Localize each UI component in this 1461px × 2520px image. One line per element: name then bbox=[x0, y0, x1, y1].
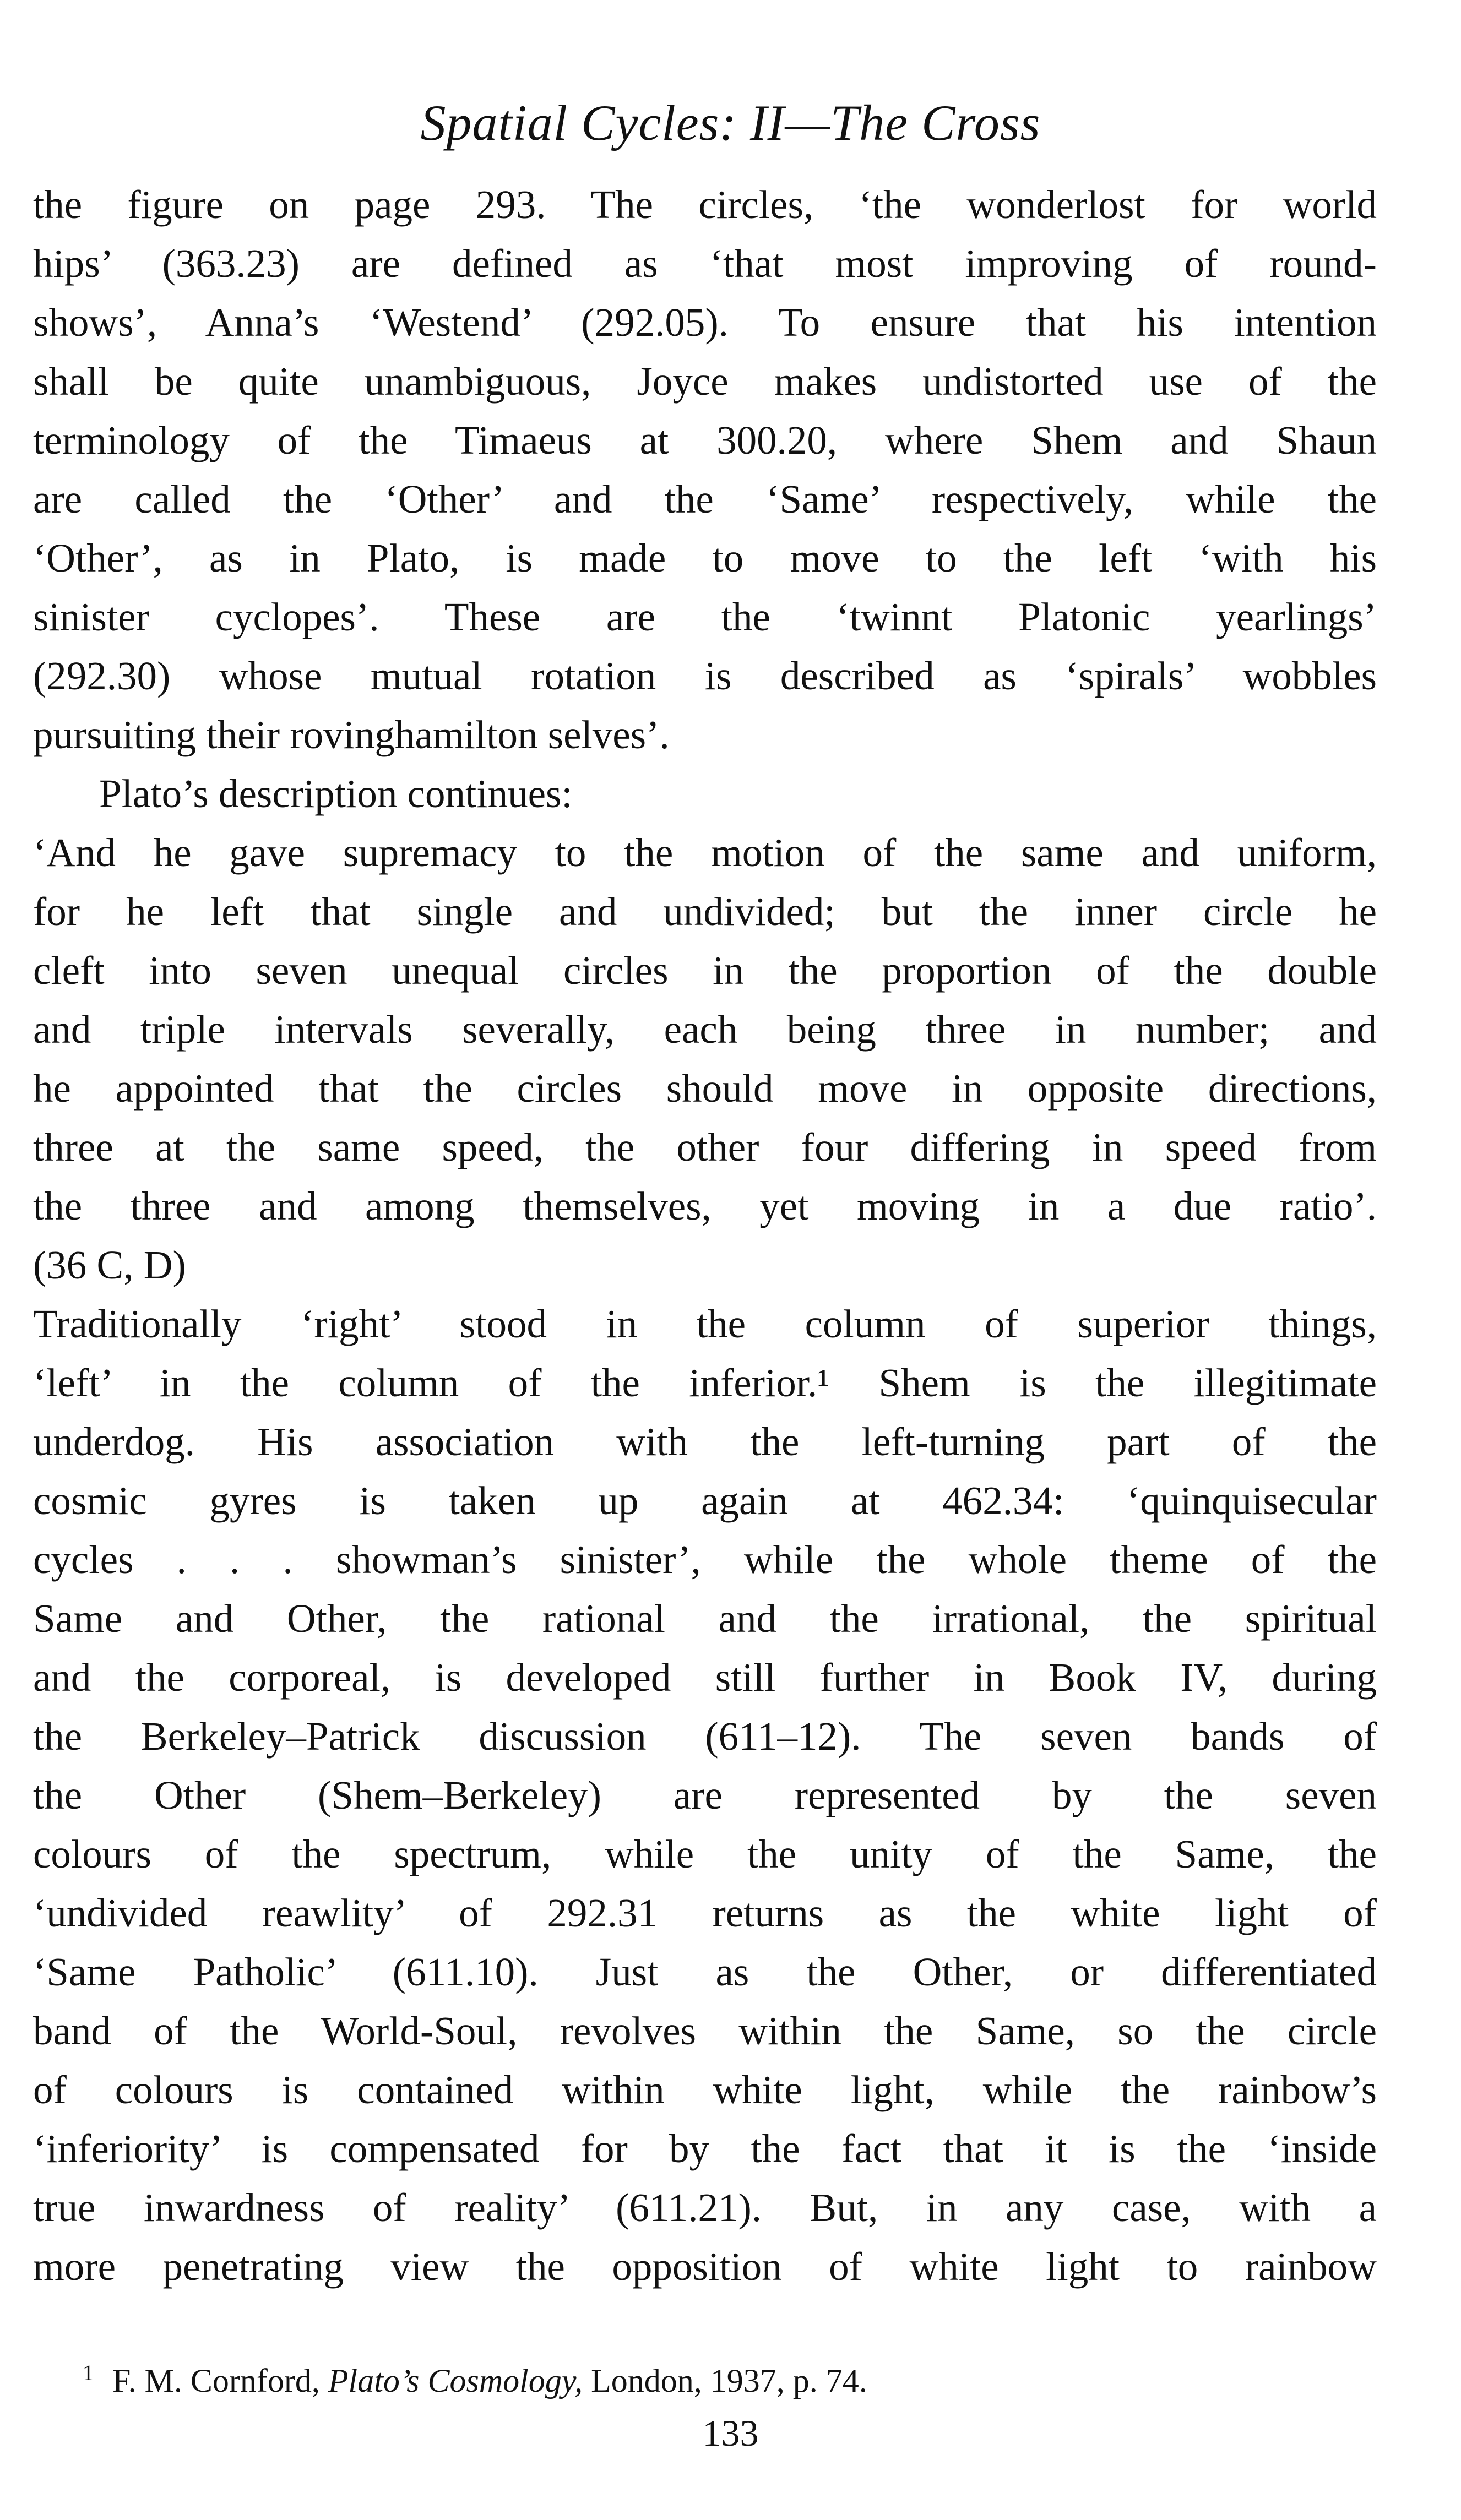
text-line: ‘left’ in the column of the inferior.¹ Shem is the illegitimate bbox=[33, 1360, 1377, 1405]
text-line: Plato’s description continues: bbox=[99, 771, 573, 816]
text-line: of colours is contained within white light, while the rainbow’s bbox=[33, 2067, 1377, 2112]
text-line: and triple intervals severally, each being three in number; and bbox=[33, 1007, 1377, 1052]
text-line: for he left that single and undivided; but the inner circle he bbox=[33, 889, 1377, 934]
text-line: ‘undivided reawlity’ of 292.31 returns as the white light of bbox=[33, 1891, 1377, 1935]
text-line: Same and Other, the rational and the irrational, the spiritual bbox=[33, 1596, 1377, 1641]
text-line: cycles . . . showman’s sinister’, while the whole theme of the bbox=[33, 1537, 1377, 1582]
text-line: underdog. His association with the left-turning part of the bbox=[33, 1419, 1377, 1464]
text-line: shows’, Anna’s ‘Westend’ (292.05). To ensure that his intention bbox=[33, 300, 1377, 345]
text-line: ‘And he gave supremacy to the motion of the same and uniform, bbox=[33, 830, 1377, 875]
text-line: band of the World-Soul, revolves within the Same, so the circle bbox=[33, 2009, 1377, 2053]
text-line: the Other (Shem–Berkeley) are represented by the seven bbox=[33, 1773, 1377, 1817]
text-line: ‘inferiority’ is compensated for by the fact that it is the ‘inside bbox=[33, 2126, 1377, 2171]
body-text bbox=[33, 175, 1377, 2296]
text-line: are called the ‘Other’ and the ‘Same’ respectively, while the bbox=[33, 477, 1377, 521]
text-line: the Berkeley–Patrick discussion (611–12). The seven bands of bbox=[33, 1714, 1377, 1759]
text-line: cosmic gyres is taken up again at 462.34: ‘quinquisecular bbox=[33, 1478, 1377, 1523]
text-line: pursuiting their rovinghamilton selves’. bbox=[33, 712, 670, 757]
text-line: and the corporeal, is developed still further in Book IV, during bbox=[33, 1655, 1377, 1700]
text-line: (292.30) whose mutual rotation is described as ‘spirals’ wobbles bbox=[33, 654, 1377, 698]
page-number: 133 bbox=[702, 2412, 759, 2454]
text-line: the figure on page 293. The circles, ‘the wonderlost for world bbox=[33, 182, 1377, 227]
footnote bbox=[83, 2351, 1349, 2403]
text-line: ‘Same Patholic’ (611.10). Just as the Other, or differentiated bbox=[33, 1950, 1377, 1994]
text-line: shall be quite unambiguous, Joyce makes undistorted use of the bbox=[33, 359, 1377, 404]
text-line: true inwardness of reality’ (611.21). But, in any case, with a bbox=[33, 2185, 1377, 2230]
text-line: ‘Other’, as in Plato, is made to move to the left ‘with his bbox=[33, 536, 1377, 580]
text-line: cleft into seven unequal circles in the proportion of the double bbox=[33, 948, 1377, 993]
text-line: three at the same speed, the other four differing in speed from bbox=[33, 1125, 1377, 1169]
text-line: (36 C, D) bbox=[33, 1243, 186, 1287]
footnote-title: Plato’s Cosmology, bbox=[328, 2363, 583, 2399]
text-line: the three and among themselves, yet moving in a due ratio’. bbox=[33, 1184, 1377, 1228]
text-line: hips’ (363.23) are defined as ‘that most improving of round- bbox=[33, 241, 1377, 286]
text-line: colours of the spectrum, while the unity of the Same, the bbox=[33, 1832, 1377, 1876]
text-line: terminology of the Timaeus at 300.20, where Shem and Shaun bbox=[33, 418, 1377, 462]
text-line: he appointed that the circles should move in opposite directions, bbox=[33, 1066, 1377, 1111]
footnote-author: F. M. Cornford, bbox=[112, 2363, 320, 2399]
running-head: Spatial Cycles: II—The Cross bbox=[420, 95, 1041, 151]
footnote-marker: 1 bbox=[83, 2360, 94, 2385]
text-line: sinister cyclopes’. These are the ‘twinnt Platonic yearlings’ bbox=[33, 595, 1377, 639]
footnote-rest: London, 1937, p. 74. bbox=[591, 2363, 867, 2399]
text-line: Traditionally ‘right’ stood in the column of superior things, bbox=[33, 1302, 1377, 1346]
text-line: more penetrating view the opposition of white light to rainbow bbox=[33, 2244, 1377, 2289]
